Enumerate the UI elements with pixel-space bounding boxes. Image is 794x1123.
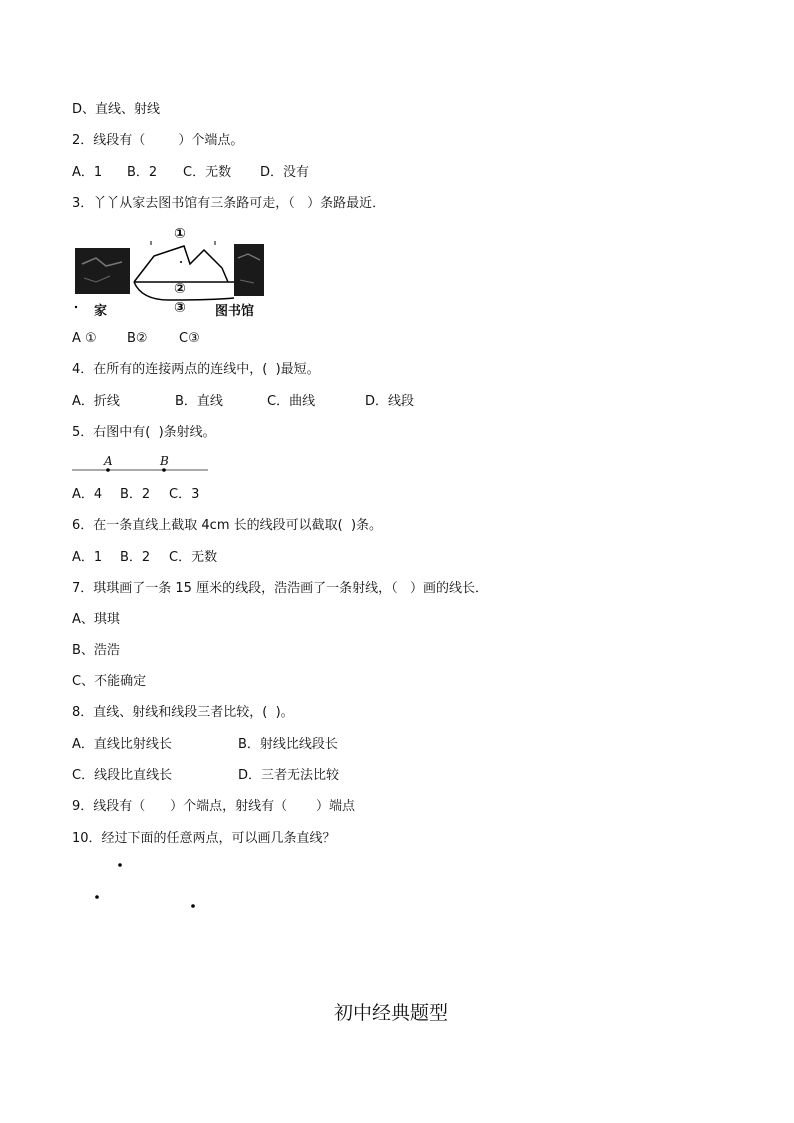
point-left xyxy=(95,895,99,899)
q10-points-figure xyxy=(90,856,210,916)
q2-option-a: A．1 xyxy=(72,165,103,180)
point-a-label: A xyxy=(104,454,113,468)
q8-option-c: C．线段比直线长 xyxy=(72,768,173,783)
route-2-label: ② xyxy=(174,281,186,297)
route-3-label: ③ xyxy=(174,300,186,316)
question-6: 6．在一条直线上截取 4cm 长的线段可以截取( )条。 xyxy=(72,518,383,533)
q4-option-b: B．直线 xyxy=(175,394,223,409)
q7-option-a: A、琪琪 xyxy=(72,612,120,627)
line-d-option: D、直线、射线 xyxy=(72,102,161,117)
q5-ray-figure xyxy=(72,454,212,476)
q3-option-c: C③ xyxy=(179,331,200,346)
q6-option-a: A．1 xyxy=(72,550,103,565)
q4-option-d: D．线段 xyxy=(365,394,415,409)
q2-option-d: D．没有 xyxy=(260,165,310,180)
q3-option-a: A ① xyxy=(72,331,97,346)
question-5: 5．右图中有( )条射线。 xyxy=(72,425,216,440)
point-right xyxy=(191,904,195,908)
question-4: 4．在所有的连接两点的连线中，( )最短。 xyxy=(72,362,320,377)
question-9: 9．线段有（ ）个端点，射线有（ ）端点 xyxy=(72,799,355,814)
library-label: 图书馆 xyxy=(215,304,255,319)
home-label: 家 xyxy=(94,304,108,319)
point-b-label: B xyxy=(160,454,169,468)
q7-option-c: C、不能确定 xyxy=(72,674,147,689)
question-8: 8．直线、射线和线段三者比较，( )。 xyxy=(72,705,294,720)
q6-option-c: C．无数 xyxy=(169,550,218,565)
q3-route-figure xyxy=(72,224,272,320)
footer-title: 初中经典题型 xyxy=(334,1002,449,1024)
q4-option-c: C．曲线 xyxy=(267,394,316,409)
point-top xyxy=(118,863,122,867)
q8-option-a: A．直线比射线长 xyxy=(72,737,172,752)
q5-option-b: B．2 xyxy=(120,487,151,502)
q6-option-b: B．2 xyxy=(120,550,151,565)
q5-option-a: A．4 xyxy=(72,487,103,502)
q8-option-b: B．射线比线段长 xyxy=(238,737,338,752)
q2-option-c: C．无数 xyxy=(183,165,232,180)
q8-option-d: D．三者无法比较 xyxy=(238,768,340,783)
question-10: 10．经过下面的任意两点，可以画几条直线？ xyxy=(72,831,336,846)
route-1-label: ① xyxy=(174,226,186,242)
question-7: 7．琪琪画了一条 15 厘米的线段，浩浩画了一条射线，（ ）画的线长． xyxy=(72,581,488,596)
q7-option-b: B、浩浩 xyxy=(72,643,120,658)
q3-option-b: B② xyxy=(127,331,148,346)
q2-option-b: B．2 xyxy=(127,165,158,180)
question-3: 3．丫丫从家去图书馆有三条路可走，（ ）条路最近． xyxy=(72,196,386,211)
q4-option-a: A．折线 xyxy=(72,394,120,409)
question-2: 2．线段有（ ）个端点。 xyxy=(72,133,244,148)
q5-option-c: C．3 xyxy=(169,487,200,502)
